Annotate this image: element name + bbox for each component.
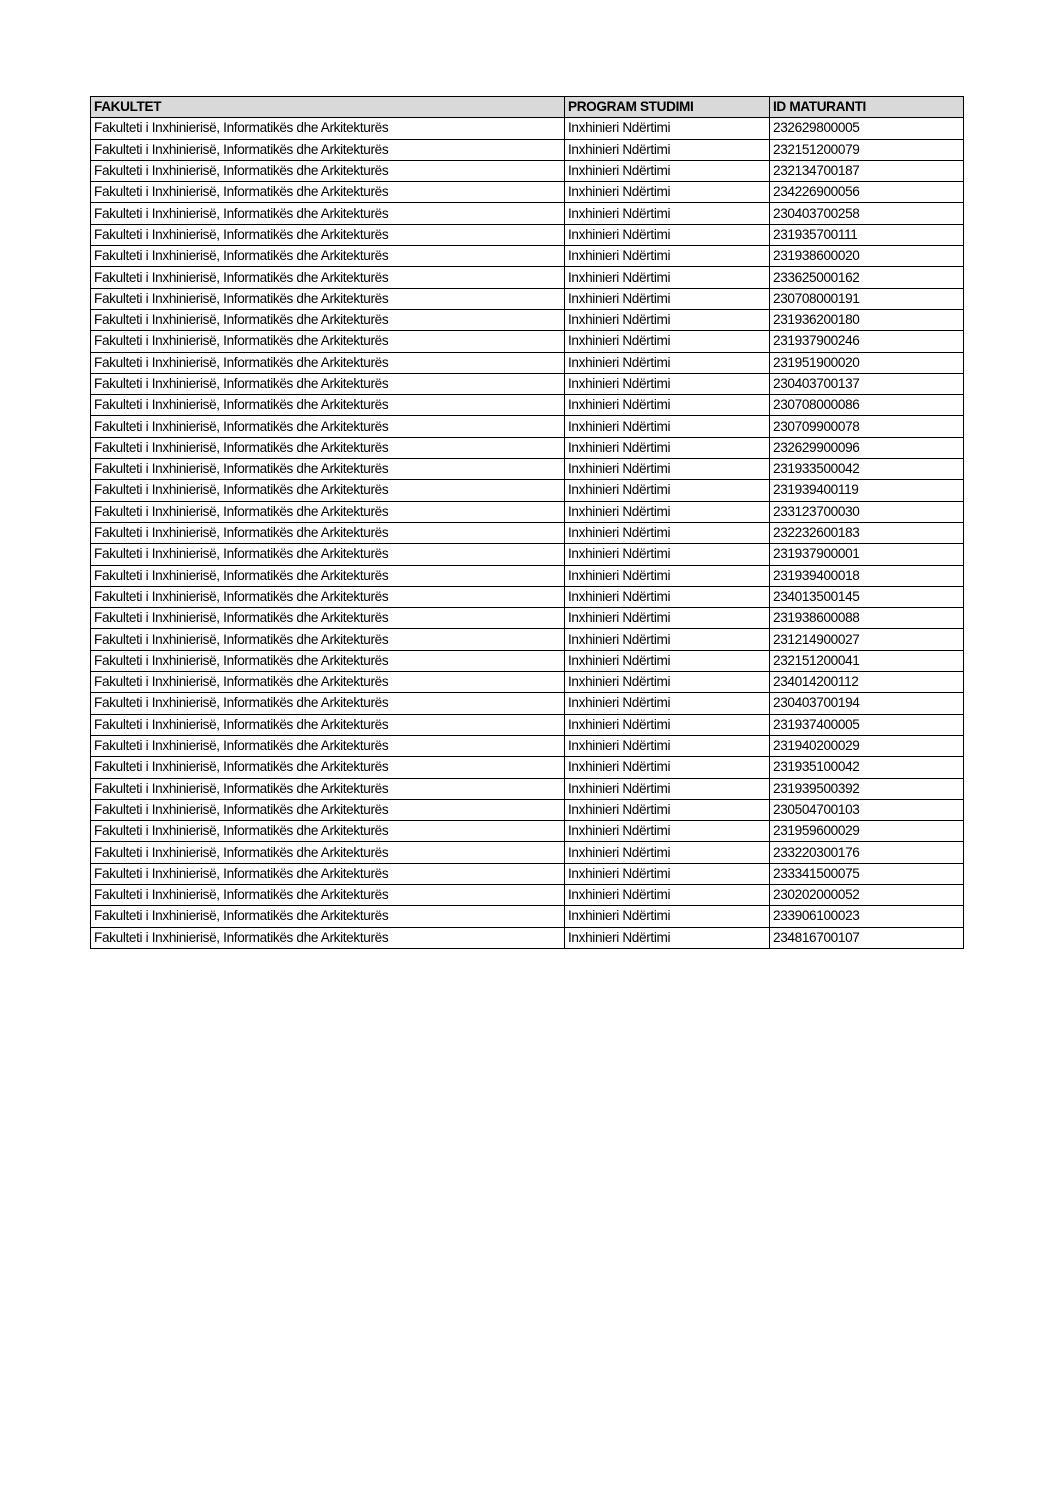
- table-row: [91, 714, 964, 735]
- cell-student-id: 233123700030: [770, 501, 964, 522]
- students-table: [90, 96, 964, 949]
- table-row: [91, 672, 964, 693]
- cell-study-program: Inxhinieri Ndërtimi: [565, 778, 770, 799]
- table-row: [91, 544, 964, 565]
- table-row: [91, 735, 964, 756]
- cell-study-program: Inxhinieri Ndërtimi: [565, 160, 770, 181]
- cell-study-program: Inxhinieri Ndërtimi: [565, 480, 770, 501]
- table-body: [91, 118, 964, 949]
- table-row: [91, 139, 964, 160]
- cell-study-program: Inxhinieri Ndërtimi: [565, 118, 770, 139]
- cell-faculty: Fakulteti i Inxhinierisë, Informatikës dhe Arkitekturës: [91, 267, 565, 288]
- table-row: [91, 650, 964, 671]
- cell-study-program: Inxhinieri Ndërtimi: [565, 139, 770, 160]
- cell-student-id: 234014200112: [770, 672, 964, 693]
- table-row: [91, 757, 964, 778]
- cell-faculty: Fakulteti i Inxhinierisë, Informatikës dhe Arkitekturës: [91, 799, 565, 820]
- cell-study-program: Inxhinieri Ndërtimi: [565, 437, 770, 458]
- cell-study-program: Inxhinieri Ndërtimi: [565, 757, 770, 778]
- table-row: [91, 501, 964, 522]
- cell-faculty: Fakulteti i Inxhinierisë, Informatikës dhe Arkitekturës: [91, 288, 565, 309]
- cell-faculty: Fakulteti i Inxhinierisë, Informatikës dhe Arkitekturës: [91, 757, 565, 778]
- cell-faculty: Fakulteti i Inxhinierisë, Informatikës dhe Arkitekturës: [91, 522, 565, 543]
- cell-faculty: Fakulteti i Inxhinierisë, Informatikës dhe Arkitekturës: [91, 842, 565, 863]
- header-row: [91, 97, 964, 118]
- cell-study-program: Inxhinieri Ndërtimi: [565, 565, 770, 586]
- cell-student-id: 232629800005: [770, 118, 964, 139]
- cell-student-id: 231933500042: [770, 459, 964, 480]
- cell-faculty: Fakulteti i Inxhinierisë, Informatikës dhe Arkitekturës: [91, 373, 565, 394]
- cell-study-program: Inxhinieri Ndërtimi: [565, 246, 770, 267]
- cell-student-id: 234226900056: [770, 182, 964, 203]
- table-row: [91, 437, 964, 458]
- table-row: [91, 799, 964, 820]
- header-faculty: FAKULTET: [91, 97, 565, 118]
- cell-faculty: Fakulteti i Inxhinierisë, Informatikës dhe Arkitekturës: [91, 608, 565, 629]
- table-row: [91, 522, 964, 543]
- table-row: [91, 459, 964, 480]
- cell-study-program: Inxhinieri Ndërtimi: [565, 544, 770, 565]
- cell-student-id: 231935100042: [770, 757, 964, 778]
- cell-faculty: Fakulteti i Inxhinierisë, Informatikës dhe Arkitekturës: [91, 459, 565, 480]
- cell-student-id: 231214900027: [770, 629, 964, 650]
- cell-student-id: 232151200041: [770, 650, 964, 671]
- cell-faculty: Fakulteti i Inxhinierisë, Informatikës dhe Arkitekturës: [91, 182, 565, 203]
- table-row: [91, 778, 964, 799]
- cell-student-id: 233341500075: [770, 863, 964, 884]
- cell-study-program: Inxhinieri Ndërtimi: [565, 735, 770, 756]
- cell-faculty: Fakulteti i Inxhinierisë, Informatikës dhe Arkitekturës: [91, 735, 565, 756]
- cell-student-id: 232134700187: [770, 160, 964, 181]
- cell-study-program: Inxhinieri Ndërtimi: [565, 906, 770, 927]
- table-row: [91, 373, 964, 394]
- cell-student-id: 232629900096: [770, 437, 964, 458]
- table-row: [91, 118, 964, 139]
- cell-student-id: 230709900078: [770, 416, 964, 437]
- cell-study-program: Inxhinieri Ndërtimi: [565, 224, 770, 245]
- table-row: [91, 288, 964, 309]
- table-row: [91, 884, 964, 905]
- cell-student-id: 231938600020: [770, 246, 964, 267]
- cell-student-id: 231939400018: [770, 565, 964, 586]
- cell-student-id: 232232600183: [770, 522, 964, 543]
- cell-study-program: Inxhinieri Ndërtimi: [565, 459, 770, 480]
- table-row: [91, 906, 964, 927]
- table-row: [91, 246, 964, 267]
- cell-study-program: Inxhinieri Ndërtimi: [565, 331, 770, 352]
- cell-student-id: 233625000162: [770, 267, 964, 288]
- cell-faculty: Fakulteti i Inxhinierisë, Informatikës dhe Arkitekturës: [91, 331, 565, 352]
- cell-student-id: 234013500145: [770, 586, 964, 607]
- table-row: [91, 416, 964, 437]
- cell-study-program: Inxhinieri Ndërtimi: [565, 863, 770, 884]
- cell-study-program: Inxhinieri Ndërtimi: [565, 288, 770, 309]
- cell-faculty: Fakulteti i Inxhinierisë, Informatikës dhe Arkitekturës: [91, 480, 565, 501]
- cell-student-id: 231951900020: [770, 352, 964, 373]
- cell-study-program: Inxhinieri Ndërtimi: [565, 395, 770, 416]
- cell-study-program: Inxhinieri Ndërtimi: [565, 309, 770, 330]
- cell-student-id: 234816700107: [770, 927, 964, 948]
- cell-student-id: 230202000052: [770, 884, 964, 905]
- cell-faculty: Fakulteti i Inxhinierisë, Informatikës dhe Arkitekturës: [91, 437, 565, 458]
- cell-student-id: 231938600088: [770, 608, 964, 629]
- cell-study-program: Inxhinieri Ndërtimi: [565, 373, 770, 394]
- cell-faculty: Fakulteti i Inxhinierisë, Informatikës dhe Arkitekturës: [91, 821, 565, 842]
- cell-student-id: 230708000191: [770, 288, 964, 309]
- table-row: [91, 863, 964, 884]
- cell-study-program: Inxhinieri Ndërtimi: [565, 650, 770, 671]
- cell-study-program: Inxhinieri Ndërtimi: [565, 267, 770, 288]
- cell-study-program: Inxhinieri Ndërtimi: [565, 693, 770, 714]
- cell-faculty: Fakulteti i Inxhinierisë, Informatikës dhe Arkitekturës: [91, 118, 565, 139]
- cell-faculty: Fakulteti i Inxhinierisë, Informatikës dhe Arkitekturës: [91, 224, 565, 245]
- cell-faculty: Fakulteti i Inxhinierisë, Informatikës dhe Arkitekturës: [91, 352, 565, 373]
- cell-student-id: 231937900001: [770, 544, 964, 565]
- table-row: [91, 203, 964, 224]
- table-row: [91, 224, 964, 245]
- cell-faculty: Fakulteti i Inxhinierisë, Informatikës dhe Arkitekturës: [91, 309, 565, 330]
- cell-student-id: 231940200029: [770, 735, 964, 756]
- table-row: [91, 331, 964, 352]
- cell-faculty: Fakulteti i Inxhinierisë, Informatikës dhe Arkitekturës: [91, 778, 565, 799]
- cell-study-program: Inxhinieri Ndërtimi: [565, 182, 770, 203]
- cell-study-program: Inxhinieri Ndërtimi: [565, 884, 770, 905]
- cell-student-id: 230403700194: [770, 693, 964, 714]
- cell-student-id: 230403700258: [770, 203, 964, 224]
- table-row: [91, 821, 964, 842]
- cell-study-program: Inxhinieri Ndërtimi: [565, 352, 770, 373]
- cell-faculty: Fakulteti i Inxhinierisë, Informatikës dhe Arkitekturës: [91, 565, 565, 586]
- cell-student-id: 231937900246: [770, 331, 964, 352]
- header-student-id: ID MATURANTI: [770, 97, 964, 118]
- cell-student-id: 233220300176: [770, 842, 964, 863]
- cell-student-id: 233906100023: [770, 906, 964, 927]
- cell-student-id: 231939400119: [770, 480, 964, 501]
- cell-study-program: Inxhinieri Ndërtimi: [565, 927, 770, 948]
- cell-faculty: Fakulteti i Inxhinierisë, Informatikës dhe Arkitekturës: [91, 884, 565, 905]
- cell-faculty: Fakulteti i Inxhinierisë, Informatikës dhe Arkitekturës: [91, 927, 565, 948]
- table-row: [91, 842, 964, 863]
- cell-study-program: Inxhinieri Ndërtimi: [565, 799, 770, 820]
- table-row: [91, 395, 964, 416]
- table-row: [91, 267, 964, 288]
- cell-faculty: Fakulteti i Inxhinierisë, Informatikës dhe Arkitekturës: [91, 416, 565, 437]
- cell-study-program: Inxhinieri Ndërtimi: [565, 203, 770, 224]
- table-row: [91, 182, 964, 203]
- cell-faculty: Fakulteti i Inxhinierisë, Informatikës dhe Arkitekturës: [91, 501, 565, 522]
- header-study-program: PROGRAM STUDIMI: [565, 97, 770, 118]
- cell-study-program: Inxhinieri Ndërtimi: [565, 842, 770, 863]
- table-row: [91, 480, 964, 501]
- cell-study-program: Inxhinieri Ndërtimi: [565, 714, 770, 735]
- table-row: [91, 629, 964, 650]
- table-row: [91, 565, 964, 586]
- table-row: [91, 160, 964, 181]
- cell-study-program: Inxhinieri Ndërtimi: [565, 416, 770, 437]
- table-row: [91, 352, 964, 373]
- cell-student-id: 230708000086: [770, 395, 964, 416]
- cell-faculty: Fakulteti i Inxhinierisë, Informatikës dhe Arkitekturës: [91, 139, 565, 160]
- cell-faculty: Fakulteti i Inxhinierisë, Informatikës dhe Arkitekturës: [91, 863, 565, 884]
- cell-study-program: Inxhinieri Ndërtimi: [565, 522, 770, 543]
- cell-faculty: Fakulteti i Inxhinierisë, Informatikës dhe Arkitekturës: [91, 246, 565, 267]
- cell-student-id: 231935700111: [770, 224, 964, 245]
- cell-faculty: Fakulteti i Inxhinierisë, Informatikës dhe Arkitekturës: [91, 672, 565, 693]
- cell-student-id: 231937400005: [770, 714, 964, 735]
- cell-study-program: Inxhinieri Ndërtimi: [565, 672, 770, 693]
- cell-faculty: Fakulteti i Inxhinierisë, Informatikës dhe Arkitekturës: [91, 629, 565, 650]
- cell-faculty: Fakulteti i Inxhinierisë, Informatikës dhe Arkitekturës: [91, 906, 565, 927]
- cell-student-id: 231959600029: [770, 821, 964, 842]
- table-row: [91, 309, 964, 330]
- cell-faculty: Fakulteti i Inxhinierisë, Informatikës dhe Arkitekturës: [91, 650, 565, 671]
- cell-student-id: 231939500392: [770, 778, 964, 799]
- cell-study-program: Inxhinieri Ndërtimi: [565, 501, 770, 522]
- cell-student-id: 232151200079: [770, 139, 964, 160]
- cell-student-id: 230504700103: [770, 799, 964, 820]
- cell-faculty: Fakulteti i Inxhinierisë, Informatikës dhe Arkitekturës: [91, 544, 565, 565]
- cell-faculty: Fakulteti i Inxhinierisë, Informatikës dhe Arkitekturës: [91, 586, 565, 607]
- cell-faculty: Fakulteti i Inxhinierisë, Informatikës dhe Arkitekturës: [91, 714, 565, 735]
- table-header: [91, 97, 964, 118]
- cell-study-program: Inxhinieri Ndërtimi: [565, 821, 770, 842]
- cell-study-program: Inxhinieri Ndërtimi: [565, 629, 770, 650]
- cell-faculty: Fakulteti i Inxhinierisë, Informatikës dhe Arkitekturës: [91, 693, 565, 714]
- cell-student-id: 231936200180: [770, 309, 964, 330]
- cell-study-program: Inxhinieri Ndërtimi: [565, 586, 770, 607]
- cell-faculty: Fakulteti i Inxhinierisë, Informatikës dhe Arkitekturës: [91, 160, 565, 181]
- table-row: [91, 608, 964, 629]
- cell-study-program: Inxhinieri Ndërtimi: [565, 608, 770, 629]
- cell-faculty: Fakulteti i Inxhinierisë, Informatikës dhe Arkitekturës: [91, 203, 565, 224]
- table-row: [91, 693, 964, 714]
- cell-faculty: Fakulteti i Inxhinierisë, Informatikës dhe Arkitekturës: [91, 395, 565, 416]
- cell-student-id: 230403700137: [770, 373, 964, 394]
- table-row: [91, 927, 964, 948]
- table-row: [91, 586, 964, 607]
